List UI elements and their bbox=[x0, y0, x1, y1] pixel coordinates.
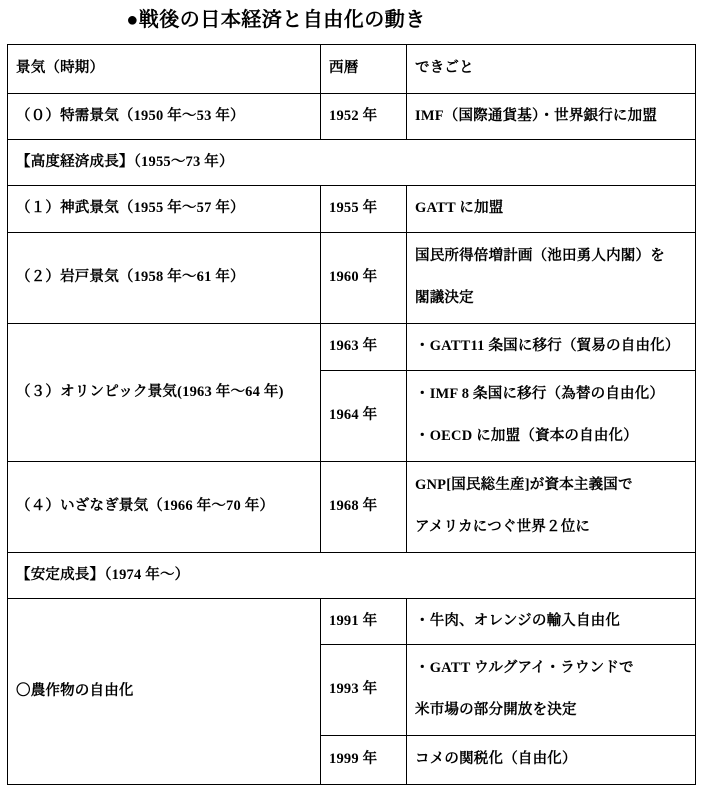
band-label-high-growth: 【高度経済成長】（1955～73 年） bbox=[8, 140, 696, 186]
table-row bbox=[8, 324, 696, 371]
event-line-2: 米市場の部分開放を決定 bbox=[415, 702, 577, 718]
event-cell-0: IMF（国際通貨基）・世界銀行に加盟 bbox=[407, 94, 696, 140]
page-title: ●戦後の日本経済と自由化の動き bbox=[126, 9, 426, 31]
year-cell-5c: 1999 年 bbox=[321, 736, 407, 785]
event-cell-5a: ・牛肉、オレンジの輸入自由化 bbox=[407, 599, 696, 645]
year-cell-5a: 1991 年 bbox=[321, 599, 407, 645]
column-header-year: 西暦 bbox=[321, 45, 407, 94]
year-value: 1968 年 bbox=[329, 498, 378, 515]
period-cell-4: （４）いざなぎ景気（1966 年～70 年） bbox=[8, 462, 321, 553]
year-cell-4 bbox=[321, 462, 407, 553]
event-cell-3b bbox=[407, 371, 696, 462]
table-row bbox=[8, 94, 696, 140]
table-row bbox=[8, 186, 696, 233]
event-line-1: GNP[国民総生産]が資本主義国で bbox=[415, 477, 633, 494]
event-line-1: ・IMF 8 条国に移行（為替の自由化） bbox=[415, 386, 665, 403]
history-table bbox=[7, 44, 696, 785]
event-line-1: 国民所得倍増計画（池田勇人内閣）を bbox=[415, 248, 665, 265]
table-header-row bbox=[8, 45, 696, 94]
table-row bbox=[8, 233, 696, 324]
event-line-2: アメリカにつぐ世界２位に bbox=[415, 519, 591, 535]
column-header-period: 景気（時期） bbox=[8, 45, 321, 94]
year-value: 1993 年 bbox=[329, 681, 378, 698]
year-cell-0: 1952 年 bbox=[321, 94, 407, 140]
table-row bbox=[8, 599, 696, 645]
event-cell-4 bbox=[407, 462, 696, 553]
year-cell-3b bbox=[321, 371, 407, 462]
event-line-2: 閣議決定 bbox=[415, 290, 474, 306]
event-cell-3a: ・GATT11 条国に移行（貿易の自由化） bbox=[407, 324, 696, 371]
event-cell-1: GATT に加盟 bbox=[407, 186, 696, 233]
year-value: 1960 年 bbox=[329, 269, 378, 286]
year-cell-2 bbox=[321, 233, 407, 324]
event-cell-5c: コメの関税化（自由化） bbox=[407, 736, 696, 785]
column-header-event: できごと bbox=[407, 45, 696, 94]
year-cell-5b bbox=[321, 645, 407, 736]
event-cell-5b bbox=[407, 645, 696, 736]
year-cell-1: 1955 年 bbox=[321, 186, 407, 233]
table-row bbox=[8, 462, 696, 553]
period-cell-5: 〇農作物の自由化 bbox=[8, 599, 321, 785]
period-cell-1: （１）神武景気（1955 年～57 年） bbox=[8, 186, 321, 233]
period-cell-3: （３）オリンピック景気(1963 年～64 年) bbox=[8, 324, 321, 462]
event-line-2: ・OECD に加盟（資本の自由化） bbox=[415, 428, 638, 444]
table-band-row-high-growth bbox=[8, 140, 696, 186]
year-cell-3a: 1963 年 bbox=[321, 324, 407, 371]
year-value: 1964 年 bbox=[329, 407, 378, 424]
period-cell-0: （０）特需景気（1950 年～53 年） bbox=[8, 94, 321, 140]
event-line-1: ・GATT ウルグアイ・ラウンドで bbox=[415, 660, 634, 677]
period-cell-2: （２）岩戸景気（1958 年～61 年） bbox=[8, 233, 321, 324]
history-table-wrapper bbox=[7, 44, 695, 785]
event-cell-2 bbox=[407, 233, 696, 324]
table-band-row-stable-growth bbox=[8, 553, 696, 599]
band-label-stable-growth: 【安定成長】（1974 年～） bbox=[8, 553, 696, 599]
